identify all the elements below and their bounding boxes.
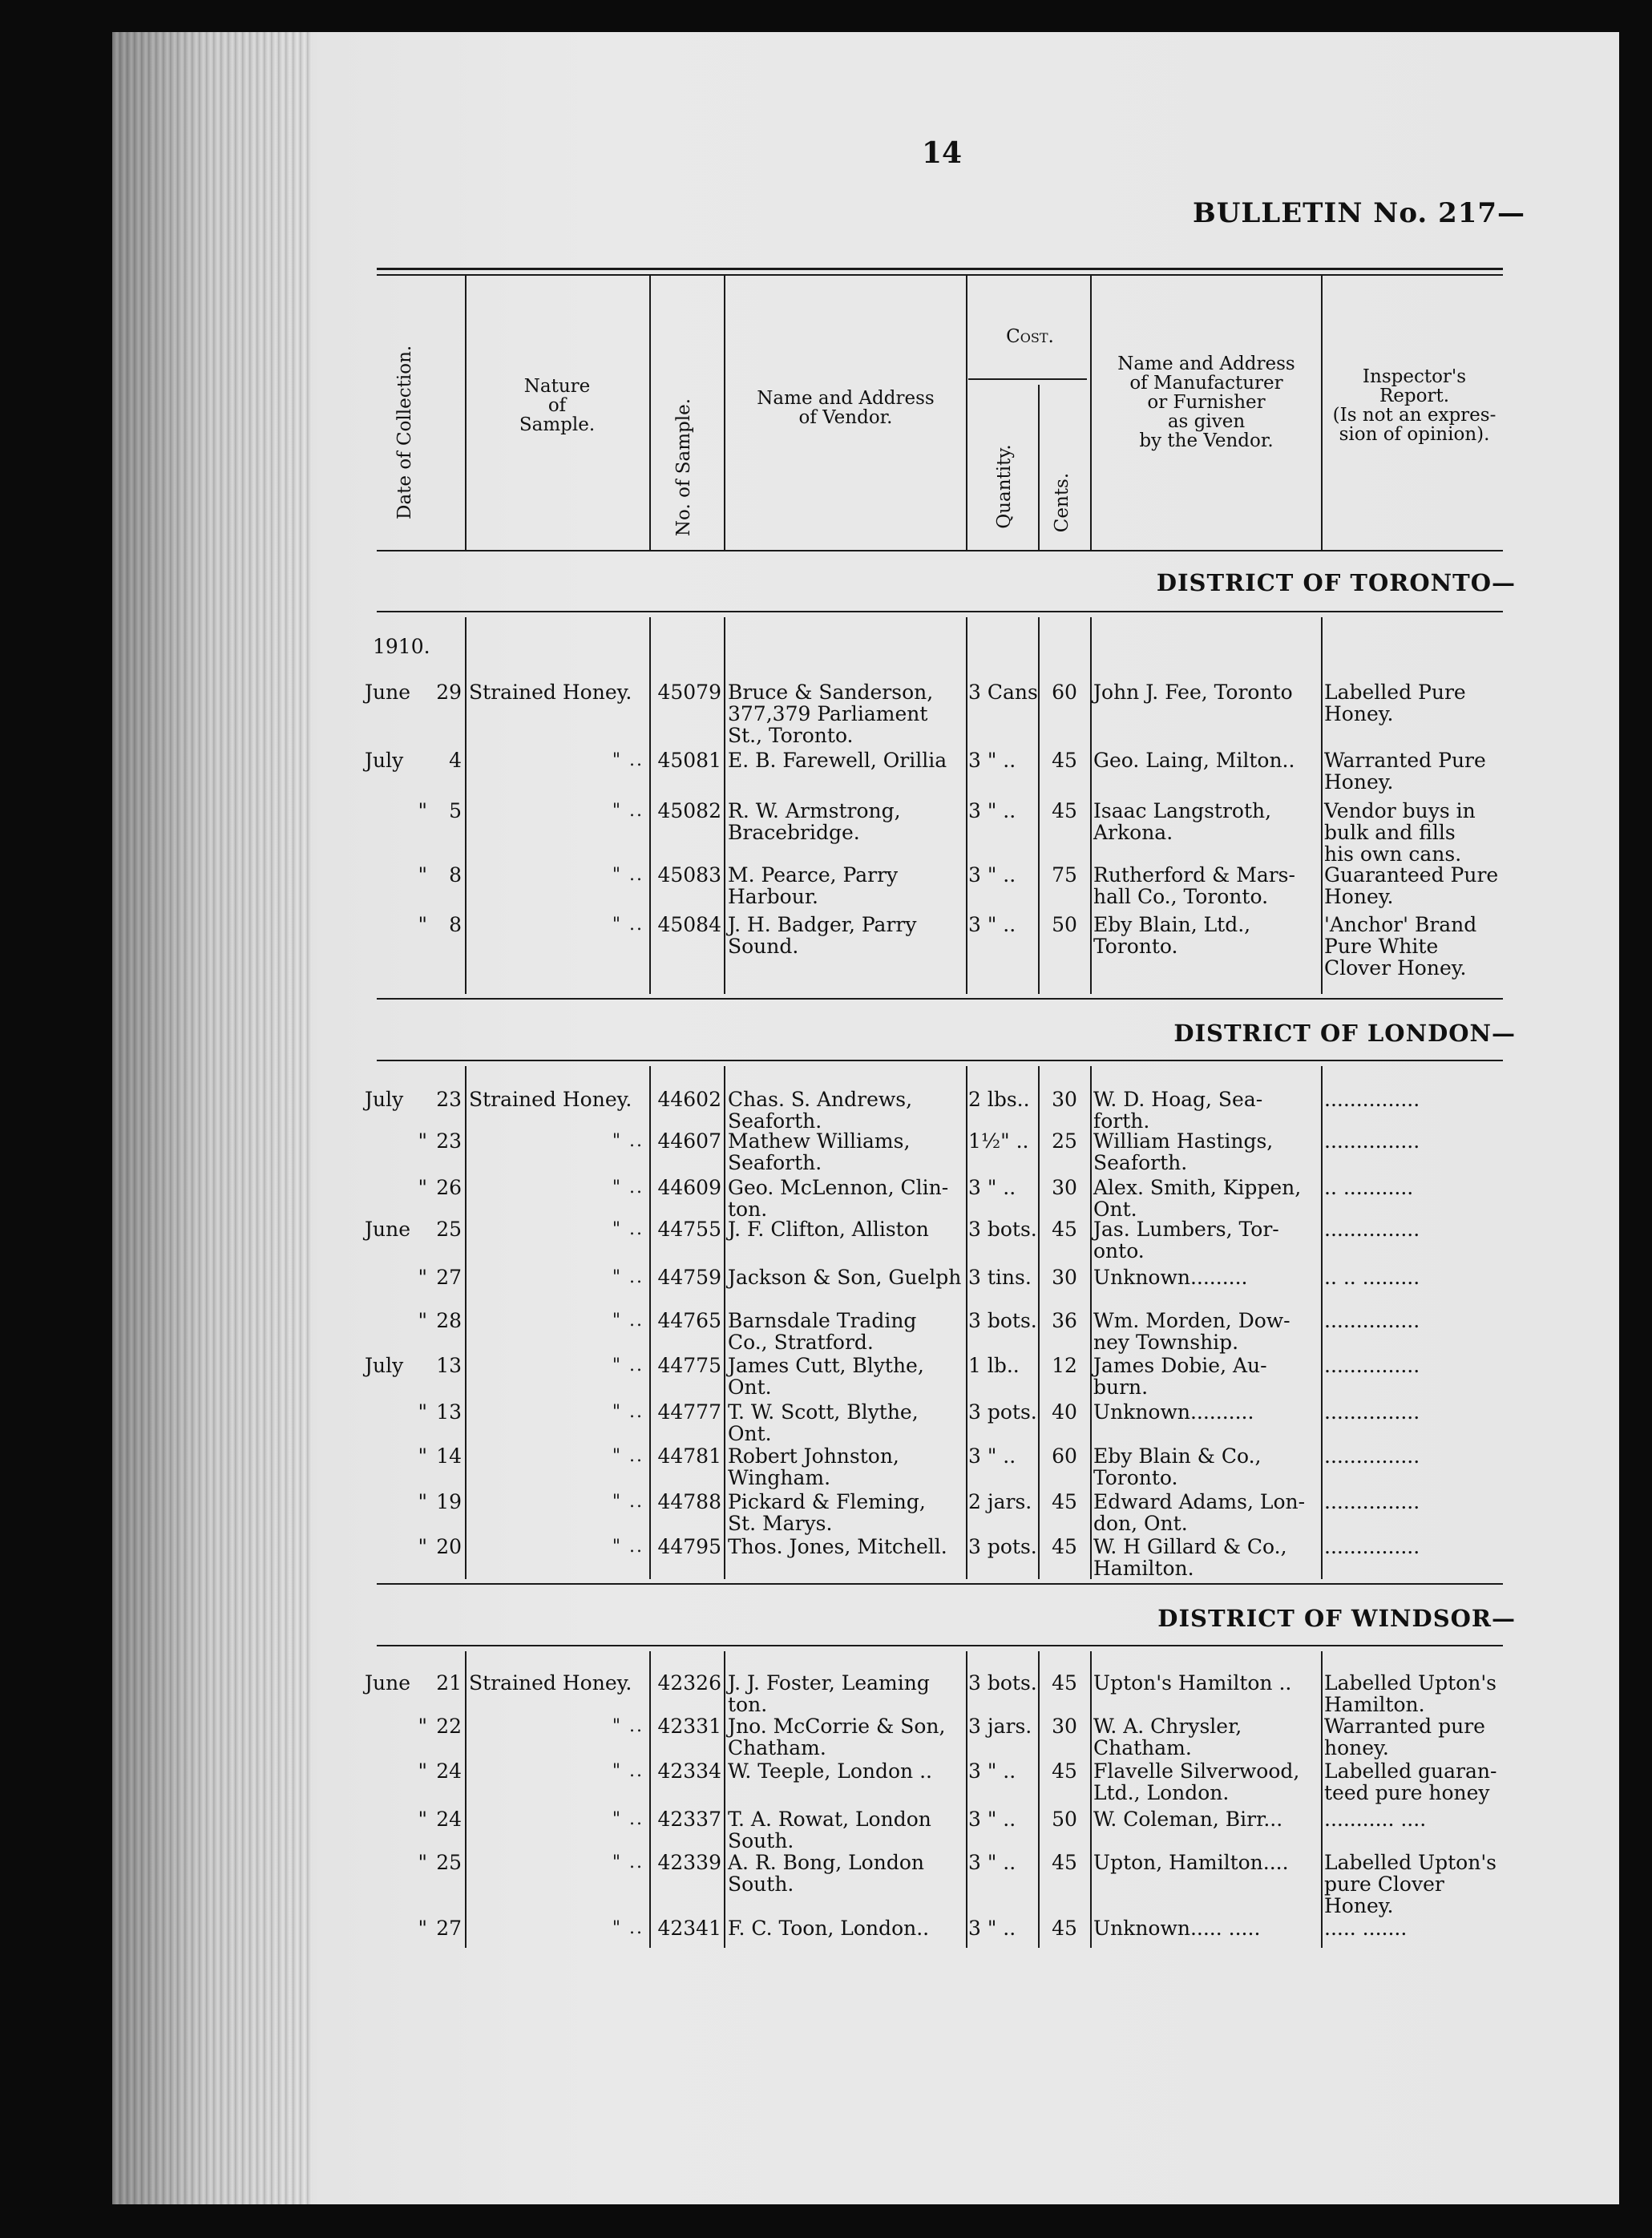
cell-qty: 3 " .. <box>968 799 1016 822</box>
cell-nature: " .. <box>612 1219 644 1239</box>
cell-nature: Strained Honey. <box>469 1088 632 1111</box>
cell-maker: Geo. Laing, Milton.. <box>1093 749 1295 772</box>
body-divider-l6 <box>1090 1066 1092 1579</box>
header-quantity: Quantity. <box>994 444 1015 529</box>
cell-vendor: Geo. McLennon, Clin- ton. <box>728 1176 949 1221</box>
cell-month: " <box>418 1129 427 1153</box>
cell-no: 42337 <box>657 1808 721 1831</box>
cell-no: 44765 <box>657 1309 721 1332</box>
body-divider-l1 <box>465 1066 467 1579</box>
col-divider-3 <box>724 276 725 550</box>
cell-report: ............... <box>1324 1129 1420 1153</box>
header-bottom-rule <box>377 550 1503 551</box>
cell-day: 8 <box>449 913 462 936</box>
cell-nature: " .. <box>612 801 644 821</box>
cell-vendor: T. W. Scott, Blythe, Ont. <box>728 1400 919 1445</box>
body-divider-w4 <box>966 1651 967 1948</box>
cell-cents: 45 <box>1052 1759 1077 1783</box>
cell-report: Labelled guaran- teed pure honey <box>1324 1759 1497 1804</box>
cell-day: 23 <box>436 1129 462 1153</box>
section-title-toronto: DISTRICT OF TORONTO— <box>1156 569 1516 596</box>
cell-vendor: Barnsdale Trading Co., Stratford. <box>728 1309 917 1354</box>
cell-report: Vendor buys in bulk and fills his own cans. <box>1324 799 1476 866</box>
header-manufacturer: Name and Address of Manufacturer or Furnisher as given by the Vendor. <box>1117 353 1295 451</box>
cell-day: 25 <box>436 1851 462 1874</box>
cell-vendor: W. Teeple, London .. <box>728 1759 932 1783</box>
cell-report: .. ........... <box>1324 1176 1414 1199</box>
cell-vendor: Jno. McCorrie & Son, Chatham. <box>728 1715 946 1759</box>
cell-maker: Eby Blain & Co., Toronto. <box>1093 1444 1262 1489</box>
cell-maker: W. A. Chrysler, Chatham. <box>1093 1715 1242 1759</box>
cell-report: Labelled Upton's pure Clover Honey. <box>1324 1851 1497 1917</box>
cell-qty: 2 lbs.. <box>968 1088 1030 1111</box>
cell-qty: 3 bots. <box>968 1309 1037 1332</box>
section-title-windsor: DISTRICT OF WINDSOR— <box>1157 1605 1516 1632</box>
body-divider-l3 <box>724 1066 725 1579</box>
header-vendor: Name and Address of Vendor. <box>757 388 935 428</box>
cell-report: ........... .... <box>1324 1808 1427 1831</box>
body-divider-w6 <box>1090 1651 1092 1948</box>
cell-cents: 25 <box>1052 1129 1077 1153</box>
body-divider-t4 <box>966 617 967 994</box>
cell-no: 42339 <box>657 1851 721 1874</box>
cell-month: " <box>418 1851 427 1874</box>
cell-cents: 30 <box>1052 1266 1077 1289</box>
cell-vendor: Chas. S. Andrews, Seaforth. <box>728 1088 913 1133</box>
cell-month: July <box>365 1088 404 1111</box>
col-divider-7 <box>1321 276 1323 550</box>
cell-month: " <box>418 863 427 887</box>
cell-no: 42331 <box>657 1715 721 1738</box>
cell-month: " <box>418 1400 427 1424</box>
cell-report: Warranted Pure Honey. <box>1324 749 1486 794</box>
header-top-rule-2 <box>377 274 1503 276</box>
cell-qty: 3 tins. <box>968 1266 1032 1289</box>
col-divider-1 <box>465 276 467 550</box>
cell-report: ............... <box>1324 1400 1420 1424</box>
cell-vendor: Pickard & Fleming, St. Marys. <box>728 1490 926 1535</box>
cell-cents: 50 <box>1052 913 1077 936</box>
cell-qty: 3 " .. <box>968 1444 1016 1468</box>
cell-cents: 45 <box>1052 749 1077 772</box>
cell-no: 44602 <box>657 1088 721 1111</box>
cell-month: July <box>365 1354 404 1377</box>
cell-month: " <box>418 1490 427 1513</box>
cell-maker: W. H Gillard & Co., Hamilton. <box>1093 1535 1287 1580</box>
col-divider-6 <box>1090 276 1092 550</box>
cell-day: 13 <box>436 1354 462 1377</box>
cell-no: 44775 <box>657 1354 721 1377</box>
cell-report: .. .. ......... <box>1324 1266 1420 1289</box>
cell-qty: 1 lb.. <box>968 1354 1020 1377</box>
cell-maker: Unknown..... ..... <box>1093 1917 1261 1940</box>
body-divider-l7 <box>1321 1066 1323 1579</box>
cell-maker: James Dobie, Au- burn. <box>1093 1354 1267 1399</box>
cell-maker: Edward Adams, Lon- don, Ont. <box>1093 1490 1306 1535</box>
cell-day: 24 <box>436 1759 462 1783</box>
body-divider-t3 <box>724 617 725 994</box>
cell-day: 25 <box>436 1218 462 1241</box>
cell-qty: 3 " .. <box>968 1759 1016 1783</box>
cell-maker: Jas. Lumbers, Tor- onto. <box>1093 1218 1279 1262</box>
cell-vendor: J. F. Clifton, Alliston <box>728 1218 929 1241</box>
cell-vendor: T. A. Rowat, London South. <box>728 1808 931 1852</box>
cell-qty: 3 bots. <box>968 1218 1037 1241</box>
cell-cents: 30 <box>1052 1715 1077 1738</box>
body-divider-w7 <box>1321 1651 1323 1948</box>
cell-nature: " .. <box>612 1918 644 1938</box>
cell-month: July <box>365 749 404 772</box>
header-report: Inspector's Report. (Is not an expres- sion of opinion). <box>1332 366 1496 445</box>
cell-month: " <box>418 1759 427 1783</box>
section-rule-windsor <box>377 1645 1503 1646</box>
cell-vendor: E. B. Farewell, Orillia <box>728 749 947 772</box>
cell-month: June <box>365 1218 411 1241</box>
cell-vendor: Mathew Williams, Seaforth. <box>728 1129 911 1174</box>
cell-day: 23 <box>436 1088 462 1111</box>
cell-no: 44607 <box>657 1129 721 1153</box>
cell-vendor: F. C. Toon, London.. <box>728 1917 930 1940</box>
cell-no: 45084 <box>657 913 721 936</box>
cell-vendor: Bruce & Sanderson, 377,379 Parliament St., Toronto. <box>728 681 934 747</box>
cell-month: " <box>418 1917 427 1940</box>
cell-report: ............... <box>1324 1354 1420 1377</box>
year-label: 1910. <box>373 635 430 658</box>
cell-nature: " .. <box>612 1311 644 1331</box>
body-divider-w2 <box>649 1651 651 1948</box>
cell-qty: 3 bots. <box>968 1671 1037 1695</box>
cell-cents: 30 <box>1052 1176 1077 1199</box>
cell-qty: 3 " .. <box>968 1176 1016 1199</box>
cell-no: 44777 <box>657 1400 721 1424</box>
header-cost: Cost. <box>1006 326 1054 347</box>
cell-cents: 60 <box>1052 1444 1077 1468</box>
cell-cents: 75 <box>1052 863 1077 887</box>
bulletin-title: BULLETIN No. 217— <box>1193 197 1526 229</box>
cell-month: " <box>418 1309 427 1332</box>
cell-day: 28 <box>436 1309 462 1332</box>
body-divider-w5 <box>1038 1651 1040 1948</box>
cell-nature: " .. <box>612 750 644 770</box>
cell-no: 42341 <box>657 1917 721 1940</box>
header-top-rule <box>377 268 1503 270</box>
cell-maker: Eby Blain, Ltd., Toronto. <box>1093 913 1251 958</box>
cell-qty: 3 " .. <box>968 1917 1016 1940</box>
cell-nature: " .. <box>612 1355 644 1376</box>
section-end-rule-toronto <box>377 998 1503 1000</box>
cell-maker: W. Coleman, Birr... <box>1093 1808 1283 1831</box>
cell-maker: Unknown.......... <box>1093 1400 1254 1424</box>
cell-report: ............... <box>1324 1309 1420 1332</box>
cell-no: 44759 <box>657 1266 721 1289</box>
cell-cents: 60 <box>1052 681 1077 704</box>
cell-day: 13 <box>436 1400 462 1424</box>
cell-report: ............... <box>1324 1218 1420 1241</box>
cell-nature: " .. <box>612 1178 644 1198</box>
cell-no: 42326 <box>657 1671 721 1695</box>
page-edge-shadow <box>112 32 313 2204</box>
cell-cents: 30 <box>1052 1088 1077 1111</box>
cell-qty: 3 jars. <box>968 1715 1032 1738</box>
cell-cents: 45 <box>1052 1490 1077 1513</box>
cell-no: 45079 <box>657 681 721 704</box>
col-divider-5 <box>1038 385 1040 550</box>
cell-day: 27 <box>436 1917 462 1940</box>
cell-cents: 45 <box>1052 1917 1077 1940</box>
cost-divider-rule <box>968 378 1087 380</box>
cell-report: ............... <box>1324 1444 1420 1468</box>
section-rule-toronto <box>377 611 1503 612</box>
cell-month: " <box>418 1176 427 1199</box>
body-divider-l4 <box>966 1066 967 1579</box>
header-date: Date of Collection. <box>394 345 415 519</box>
cell-no: 44781 <box>657 1444 721 1468</box>
header-cents: Cents. <box>1052 472 1072 533</box>
cell-maker: Upton's Hamilton .. <box>1093 1671 1292 1695</box>
cell-day: 24 <box>436 1808 462 1831</box>
cell-nature: " .. <box>612 1537 644 1557</box>
cell-cents: 45 <box>1052 1671 1077 1695</box>
cell-cents: 45 <box>1052 1218 1077 1241</box>
cell-nature: " .. <box>612 1761 644 1781</box>
cell-vendor: Jackson & Son, Guelph <box>728 1266 962 1289</box>
cell-nature: Strained Honey. <box>469 681 632 704</box>
cell-no: 44609 <box>657 1176 721 1199</box>
cell-vendor: Robert Johnston, Wingham. <box>728 1444 899 1489</box>
cell-month: " <box>418 1444 427 1468</box>
body-divider-t7 <box>1321 617 1323 994</box>
body-divider-t1 <box>465 617 467 994</box>
cell-vendor: Thos. Jones, Mitchell. <box>728 1535 947 1558</box>
section-title-london: DISTRICT OF LONDON— <box>1173 1020 1516 1047</box>
cell-nature: " .. <box>612 1131 644 1151</box>
page-number: 14 <box>922 136 963 170</box>
cell-qty: 2 jars. <box>968 1490 1032 1513</box>
cell-no: 45081 <box>657 749 721 772</box>
cell-qty: 3 " .. <box>968 913 1016 936</box>
cell-cents: 36 <box>1052 1309 1077 1332</box>
body-divider-w1 <box>465 1651 467 1948</box>
cell-qty: 3 pots. <box>968 1535 1037 1558</box>
cell-day: 5 <box>449 799 462 822</box>
cell-nature: " .. <box>612 1492 644 1512</box>
cell-month: " <box>418 799 427 822</box>
col-divider-4 <box>966 276 967 550</box>
cell-nature: " .. <box>612 915 644 935</box>
header-sample-no: No. of Sample. <box>673 398 694 537</box>
cell-report: 'Anchor' Brand Pure White Clover Honey. <box>1324 913 1477 980</box>
cell-no: 42334 <box>657 1759 721 1783</box>
cell-report: Warranted pure honey. <box>1324 1715 1485 1759</box>
cell-cents: 50 <box>1052 1808 1077 1831</box>
cell-cents: 45 <box>1052 1851 1077 1874</box>
cell-vendor: M. Pearce, Parry Harbour. <box>728 863 899 908</box>
cell-qty: 3 Cans <box>968 681 1038 704</box>
cell-vendor: A. R. Bong, London South. <box>728 1851 924 1896</box>
cell-nature: " .. <box>612 1852 644 1872</box>
cell-day: 29 <box>436 681 462 704</box>
col-divider-2 <box>649 276 651 550</box>
cell-nature: " .. <box>612 865 644 885</box>
cell-month: " <box>418 1535 427 1558</box>
cell-day: 27 <box>436 1266 462 1289</box>
cell-report: ............... <box>1324 1490 1420 1513</box>
cell-vendor: J. J. Foster, Leaming ton. <box>728 1671 930 1716</box>
cell-maker: William Hastings, Seaforth. <box>1093 1129 1274 1174</box>
cell-qty: 1½" .. <box>968 1129 1029 1153</box>
cell-day: 19 <box>436 1490 462 1513</box>
cell-no: 45082 <box>657 799 721 822</box>
cell-month: " <box>418 1715 427 1738</box>
cell-report: Labelled Upton's Hamilton. <box>1324 1671 1497 1716</box>
cell-qty: 3 pots. <box>968 1400 1037 1424</box>
cell-maker: Alex. Smith, Kippen, Ont. <box>1093 1176 1302 1221</box>
cell-maker: Unknown......... <box>1093 1266 1248 1289</box>
cell-maker: Wm. Morden, Dow- ney Township. <box>1093 1309 1290 1354</box>
cell-maker: Rutherford & Mars- hall Co., Toronto. <box>1093 863 1295 908</box>
cell-report: ..... ....... <box>1324 1917 1408 1940</box>
cell-nature: " .. <box>612 1267 644 1287</box>
cell-report: ............... <box>1324 1535 1420 1558</box>
cell-maker: Upton, Hamilton.... <box>1093 1851 1289 1874</box>
cell-qty: 3 " .. <box>968 749 1016 772</box>
cell-no: 45083 <box>657 863 721 887</box>
cell-month: " <box>418 913 427 936</box>
body-divider-t6 <box>1090 617 1092 994</box>
cell-qty: 3 " .. <box>968 1851 1016 1874</box>
cell-vendor: James Cutt, Blythe, Ont. <box>728 1354 924 1399</box>
cell-maker: John J. Fee, Toronto <box>1093 681 1293 704</box>
cell-nature: " .. <box>612 1716 644 1736</box>
cell-day: 4 <box>449 749 462 772</box>
section-rule-london <box>377 1060 1503 1061</box>
cell-month: " <box>418 1808 427 1831</box>
cell-qty: 3 " .. <box>968 1808 1016 1831</box>
cell-month: June <box>365 681 411 704</box>
cell-nature: Strained Honey. <box>469 1671 632 1695</box>
cell-maker: W. D. Hoag, Sea- forth. <box>1093 1088 1263 1133</box>
cell-month: " <box>418 1266 427 1289</box>
cell-vendor: R. W. Armstrong, Bracebridge. <box>728 799 901 844</box>
cell-no: 44795 <box>657 1535 721 1558</box>
section-end-rule-london <box>377 1583 1503 1585</box>
cell-nature: " .. <box>612 1446 644 1466</box>
cell-no: 44755 <box>657 1218 721 1241</box>
cell-day: 21 <box>436 1671 462 1695</box>
body-divider-w3 <box>724 1651 725 1948</box>
cell-report: ............... <box>1324 1088 1420 1111</box>
cell-nature: " .. <box>612 1809 644 1829</box>
cell-maker: Isaac Langstroth, Arkona. <box>1093 799 1272 844</box>
cell-cents: 45 <box>1052 799 1077 822</box>
cell-day: 20 <box>436 1535 462 1558</box>
cell-day: 8 <box>449 863 462 887</box>
cell-cents: 12 <box>1052 1354 1077 1377</box>
cell-cents: 45 <box>1052 1535 1077 1558</box>
cell-vendor: J. H. Badger, Parry Sound. <box>728 913 917 958</box>
cell-report: Labelled Pure Honey. <box>1324 681 1466 725</box>
cell-maker: Flavelle Silverwood, Ltd., London. <box>1093 1759 1300 1804</box>
cell-day: 26 <box>436 1176 462 1199</box>
cell-month: June <box>365 1671 411 1695</box>
cell-nature: " .. <box>612 1402 644 1422</box>
header-nature: Nature of Sample. <box>519 376 596 435</box>
cell-report: Guaranteed Pure Honey. <box>1324 863 1499 908</box>
cell-qty: 3 " .. <box>968 863 1016 887</box>
cell-cents: 40 <box>1052 1400 1077 1424</box>
cell-day: 22 <box>436 1715 462 1738</box>
cell-no: 44788 <box>657 1490 721 1513</box>
cell-day: 14 <box>436 1444 462 1468</box>
